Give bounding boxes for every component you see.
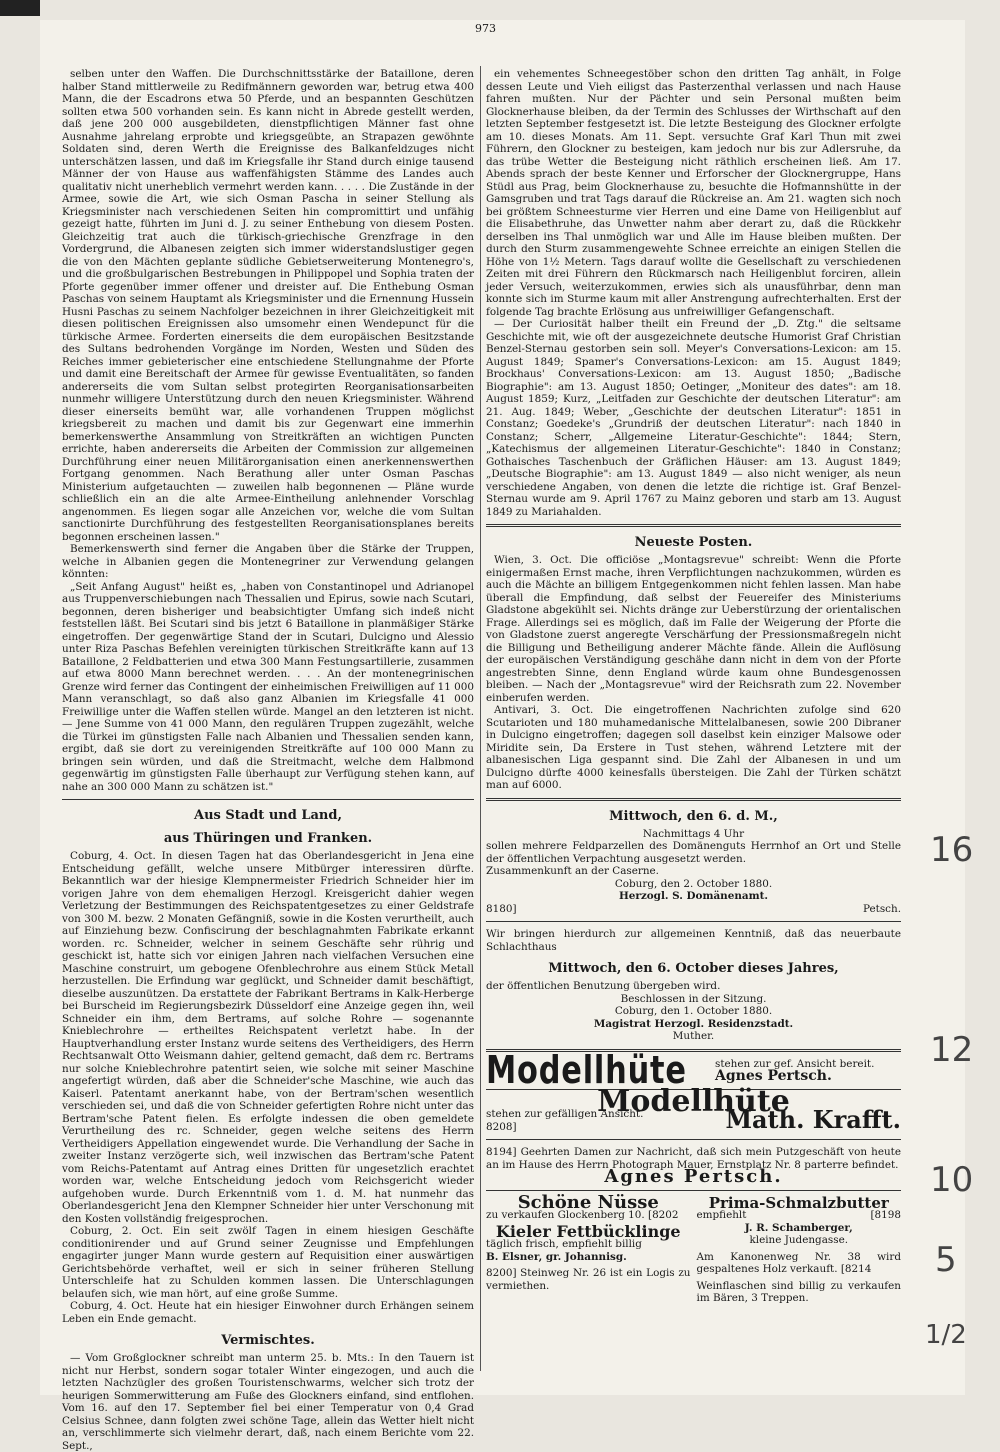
article-paragraph: Bemerkenswerth sind ferner die Angaben über die Stärke der Truppen, welche in Albanien gegen die Montenegriner zur Verwendung gelangen könnten: (62, 543, 474, 580)
ad-sign: Magistrat Herzogl. Residenzstadt. (593, 1017, 794, 1030)
ad-date: Coburg, den 1. October 1880. (614, 1005, 773, 1017)
handwritten-mark: 1/2 (925, 1320, 967, 1350)
ad-big-title: Schöne Nüsse (517, 1191, 659, 1213)
ad-text: 8194] Geehrten Damen zur Nachricht, daß sich mein Putzgeschäft von heute an im Hause des Herrn Photograph Mauer, Ernstplatz Nr. 8 parterre befindet. (486, 1146, 901, 1171)
ad-text: Am Kanonenweg Nr. 38 wird gespaltenes Holz verkauft. [8214 (696, 1250, 901, 1275)
handwritten-mark: 10 (930, 1160, 974, 1200)
ad-number: [8198 (870, 1209, 901, 1221)
ad-text: sollen mehrere Feldparzellen des Domänenguts Herrnhof an Ort und Stelle der öffentlichen Verpachtung ausgesetzt werden. (486, 840, 901, 865)
ad-number: 8208] (486, 1120, 517, 1133)
ad-putzgeschaeft (486, 1146, 901, 1187)
ad-modellhuete-krafft (486, 1083, 901, 1135)
right-column (486, 68, 901, 1368)
ad-text: Weinflaschen sind billig zu verkaufen im Bären, 3 Treppen. (696, 1279, 901, 1304)
section-title: Aus Stadt und Land, (194, 808, 342, 823)
ad-name: B. Elsner, gr. Johannisg. (486, 1250, 627, 1263)
ad-schlachthaus (486, 928, 901, 1043)
ad-big-title: Modellhüte (486, 1047, 687, 1092)
ad-sign: Herzogl. S. Domänenamt. (618, 890, 769, 902)
ad-date: Coburg, den 2. October 1880. (614, 877, 773, 890)
black-corner-mark (0, 0, 40, 16)
article-paragraph: selben unter den Waffen. Die Durchschnittsstärke der Bataillone, deren halber Stand mittlerweile zu Redifmännern geworden war, betrug etwa 400 Mann, die der Escadrons etwa 50 Pferde, und an bespannten Geschützen sollten etwa 500 vorhanden sein. Es kann nicht in Abrede gestellt werden, daß jene 200 000 ausgebildeten, dienstpflichtigen Männer fast ohne Ausnahme jahrelang erprobte und kriegsgeübte, an Strapazen gewöhnte Soldaten sind, deren Werth die Ereignisse des Balkanfeldzuges nicht unterschätzen lassen, und daß im Kriegsfalle ihr Stand durch einige tausend Männer der von Hause aus waffenfähigsten Stämme des Landes auch qualitativ nicht unerheblich vermehrt werden kann. . . . . Die Zustände in der Armee, sowie die Art, wie sich Osman Pascha in seiner Stellung als Kriegsminister nach verschiedenen Seiten hin compromittirt und unfähig gezeigt hatte, führten im Juni d. J. zu seiner Enthebung von diesem Posten. Gleichzeitig trat auch die türkisch-griechische Grenzfrage in den Vordergrund, die Albanesen zeigten sich immer widerstandslustiger gegen die von den Mächten geplante südliche Gebietserweiterung Montenegro's, und die großbulgarischen Bestrebungen in Philippopel und Sophia traten der Pforte gegenüber immer offener und dreister auf. Die Enthebung Osman Paschas von seinem Hauptamt als Kriegsminister und die Ernennung Hussein Husni Paschas zu seinem Nachfolger bezeichnen in ihrer Gleichzeitigkeit mit diesen politischen Ereignissen also umsomehr einen Wendepunct für die türkische Armee. Forderten einerseits die dem europäischen Besitzstande des Sultans bedrohenden Vorgänge im Norden, Westen und Süden des Reiches immer gebieterischer eine entschiedene Stellungnahme der Pforte und damit eine Bereitschaft der Armee für gewisse Eventualitäten, so fanden andererseits die vom Sultan selbst protegirten Reorganisationsarbeiten nunmehr willigere Unterstützung durch den neuen Kriegsminister. Während dieser einerseits bemüht war, alle vorhandenen Truppen möglichst kriegsbereit zu machen und damit bis zur Gegenwart eine immerhin bemerkenswerthe Ansammlung von Streitkräften an wichtigen Puncten errichte, haben andererseits die Arbeiten der Commission zur allgemeinen Durchführung einer neuen Militärorganisation einen anerkennenswerthen Fortgang genommen. Nach Berathung aller unter Osman Paschas Ministerium aufgetauchten — zuweilen halb begonnenen — Pläne wurde schließlich ein an die alte Armee-Eintheilung anlehnender Vorschlag angenommen. Es liegen sogar alle Anzeichen vor, welche die vom Sultan sanctionirte Durchführung des festgestellten Reorganisationsplanes bereits begonnen erscheinen lassen." (62, 68, 474, 543)
ad-text: empfiehlt (696, 1209, 747, 1221)
article-paragraph: ein vehementes Schneegestöber schon den dritten Tag anhält, in Folge dessen Leute und Vieh eiligst das Pasterzenthal verlassen und nach Hause fahren mußten. Nur der Pächter und sein Personal mußten beim Glocknerhause bleiben, da der Termin des Schlusses der Wirthschaft auf den letzten September festgesetzt ist. Die letzte Besteigung des Glockner erfolgte am 10. dieses Monats. Am 11. Sept. versuchte Graf Karl Thun mit zwei Führern, den Glockner zu besteigen, kam jedoch nur bis zur Adlersruhe, da das trübe Wetter die Besteigung nicht räthlich erscheinen ließ. Am 17. Abends sprach der beste Kenner und Erforscher der Glocknergruppe, Hans Stüdl aus Prag, beim Glocknerhause zu, besuchte die Hofmannshütte in der Gamsgruben und trat Tags darauf die Rückreise an. Am 21. wagten sich noch bei größtem Schneesturme vier Herren und eine Dame von Heiligenblut auf die Elisabethruhe, das Unwetter nahm aber derart zu, daß die Rückkehr derselben ins Thal unmöglich war und Alle im Hause bleiben mußten. Der durch den Sturm zusammengewehte Schnee erreichte an einigen Stellen die Höhe von 1½ Metern. Tags darauf wollte die Gesellschaft zu verschiedenen Zeiten mit drei Führern den Rückmarsch nach Heiligenblut forciren, allein jeder Versuch, weiterzukommen, erwies sich als unausführbar, denn man konnte sich im Sturme kaum mit aller Anstrengung aufrechterhalten. Erst der folgende Tag brachte Erlösung aus unfreiwilliger Gefangenschaft. (486, 68, 901, 318)
ad-text: zu verkaufen Glockenberg 10. [8202 (486, 1209, 679, 1221)
article-paragraph: Coburg, 4. Oct. In diesen Tagen hat das Oberlandesgericht in Jena eine Entscheidung gefällt, welche unsere Mitbürger interessiren dürfte. Bekanntlich war der hiesige Klempnermeister Friedrich Schneider hier im vorigen Jahre von dem ehemaligen Herzogl. Kreisgericht dahier wegen Verletzung der Bestimmungen des Reichspatentgesetzes zu einer Geldstrafe von 300 M. bezw. 2 Monaten Gefängniß, sowie in die Kosten verurtheilt, auch auf Einziehung bezw. Confiscirung der beschlagnahmten Fabrikate erkannt worden. rc. Schneider, welcher in seinem Geschäfte sehr rührig und geschickt ist, hatte sich vor einigen Jahren nach vielfachen Versuchen eine Maschine construirt, um gebogene Ofenblechrohre aus einem Stück Metall herzustellen. Die Erfindung war geglückt, und Schneider damit beschäftigt, dieselbe auszunützen. Da erstattete der Fabrikant Bertrams in Kalk-Herberge bei Burscheid im Regierungsbezirk Düsseldorf eine Anzeige gegen ihn, weil Schneider ein ihm, dem Bertrams, auf solche Rohre — sogenannte Knieblechrohre — ertheiltes Reichspatent verletzt habe. In der Hauptverhandlung erster Instanz wurde seitens des Vertheidigers, des Herrn Rechtsanwalt Otto Weismann dahier, geltend gemacht, daß dem rc. Bertrams nur solche Knieblechrohre patentirt seien, wie solche mit seiner Maschine angefertigt würden, daß aber die Schneider'sche Maschine, wie auch das Kaiserl. Patentamt anerkannt habe, von der Bertram'schen wesentlich verschieden sei, und daß die von Schneider gefertigten Rohre nicht unter das Bertram'sche Patent fielen. Es erfolgte indessen die oben gemeldete Verurtheilung des rc. Schneider, gegen welche seitens des Herrn Vertheidigers Appellation eingewendet wurde. Die Verhandlung der Sache in zweiter Instanz verzögerte sich, weil inzwischen das Bertram'sche Patent vom Reichs-Patentamt auf Antrag eines Dritten für ungesetzlich erachtet worden war, welche Entscheidung jedoch vom Reichsgericht wieder aufgehoben wurde. Durch Erkenntniß vom 1. d. M. hat nunmehr das Oberlandesgericht Jena den Klempner Schneider hier unter Verschonung mit den Kosten vollständig freigesprochen. (62, 850, 474, 1225)
article-paragraph: Wien, 3. Oct. Die officiöse „Montagsrevue" schreibt: Wenn die Pforte einigermaßen Ernst mache, ihren Verpflichtungen nachzukommen, würden es auch die Mächte an billigem Entgegenkommen nicht fehlen lassen. Man habe überall die Empfindung, daß selbst der Feuereifer des Ministeriums Gladstone abgekühlt sei. Nichts dränge zur Ueberstürzung der orientalischen Frage. Allerdings sei es möglich, daß im Falle der Weigerung der Pforte die von Gladstone zuerst angeregte Verschärfung der Pressionsmaßregeln nicht die Billigung und Betheiligung anderer Mächte fände. Allein die Auflösung der europäischen Verständigung geschähe dann nicht in dem von der Pforte angestrebten Sinne, denn England würde kaum ohne Bundesgenossen bleiben. — Nach der „Montagsrevue" wird der Reichsrath zum 22. November einberufen werden. (486, 554, 901, 704)
divider (486, 798, 901, 801)
ad-name: Agnes Pertsch. (604, 1166, 783, 1187)
ad-feldparzellen (486, 809, 901, 916)
article-paragraph: Antivari, 3. Oct. Die eingetroffenen Nachrichten zufolge sind 620 Scutarioten und 180 muhamedanische Mittelalbanesen, sowie 200 Dibraner in Dulcigno eingetroffen; dagegen soll daselbst kein einziger Malsowe oder Miridite sein, Da Erstere in Tust stehen, während Letztere mit der albanesischen Liga gespannt sind. Die Zahl der Albanesen in und um Dulcigno dürfte 4000 keinesfalls übersteigen. Die Zahl der Türken schätzt man auf 6000. (486, 704, 901, 791)
section-title: Vermischtes. (221, 1333, 315, 1348)
ad-title: Mittwoch, den 6. d. M., (609, 808, 778, 824)
ad-number: 8180] (486, 902, 517, 915)
article-paragraph: Coburg, 4. Oct. Heute hat ein hiesiger Einwohner durch Erhängen seinem Leben ein Ende gemacht. (62, 1300, 474, 1325)
ad-addr: kleine Judengasse. (749, 1234, 849, 1246)
ad-big-title: Prima-Schmalzbutter (708, 1193, 889, 1212)
ad-text: der öffentlichen Benutzung übergeben wird. (486, 980, 721, 992)
ad-side-text: stehen zur gef. Ansicht bereit. (715, 1057, 875, 1070)
section-subtitle: aus Thüringen und Franken. (163, 831, 373, 846)
divider (486, 1139, 901, 1140)
ad-text: Wir bringen hierdurch zur allgemeinen Kenntniß, daß das neuerbaute Schlachthaus (486, 928, 901, 953)
ad-resolved: Beschlossen in der Sitzung. (620, 992, 767, 1005)
ad-name: Math. Krafft. (725, 1105, 901, 1135)
article-paragraph: Coburg, 2. Oct. Ein seit zwölf Tagen in einem hiesigen Geschäfte conditionirender und auf Grund seiner Zeugnisse und Empfehlungen engagirter junger Mann wurde gestern auf Requisition einer auswärtigen Gerichtsbehörde verhaftet, weil er sich in seiner früheren Stellung Unterschleife hat zu Schulden kommen lassen. Die Unterschlagungen belaufen sich, wie man hört, auf eine große Summe. (62, 1225, 474, 1300)
ad-time: Nachmittags 4 Uhr (642, 827, 745, 840)
article-paragraph: — Der Curiosität halber theilt ein Freund der „D. Ztg." die seltsame Geschichte mit, wie oft der ausgezeichnete deutsche Humorist Graf Christian Benzel-Sternau gestorben sein soll. Meyer's Conversations-Lexicon: am 15. August 1849; Spamer's Conversations-Lexicon: am 15. August 1849; Brockhaus' Conversations-Lexicon: am 13. August 1850; „Badische Biographie": am 13. August 1850; Oetinger, „Moniteur des dates": am 18. August 1859; Kurz, „Leitfaden zur Geschichte der deutschen Literatur": am 21. Aug. 1849; Weber, „Geschichte der deutschen Literatur": 1851 in Constanz; Goedeke's „Grundriß der deutschen Literatur": nach 1840 in Constanz; Scherr, „Allgemeine Literatur-Geschichte": 1844; Stern, „Katechismus der allgemeinen Literatur-Geschichte": 1840 in Constanz; Gothaisches Taschenbuch der Gräflichen Häuser: am 13. August 1849; „Deutsche Biographie": am 13. August 1849 — also nicht weniger, als neun verschiedene Angaben, von denen die letzte die richtige ist. Graf Benzel-Sternau wurde am 9. April 1767 zu Mainz geboren und starb am 13. August 1849 zu Mariahalden. (486, 318, 901, 518)
column-rule (480, 66, 481, 1371)
section-title: Neueste Posten. (634, 535, 753, 550)
ad-modellhuete-pertsch (486, 1047, 901, 1092)
divider (486, 524, 901, 527)
handwritten-mark: 5 (935, 1240, 957, 1280)
ad-signname: Muther. (672, 1030, 715, 1042)
handwritten-mark: 12 (930, 1030, 974, 1070)
divider (486, 921, 901, 922)
ad-signname: Petsch. (863, 902, 901, 915)
divider (486, 1190, 901, 1191)
page-number: 973 (475, 22, 496, 35)
ad-big-title: Kieler Fettbücklinge (495, 1221, 681, 1241)
ad-name: Agnes Pertsch. (715, 1068, 832, 1084)
left-column (62, 68, 474, 1452)
ad-meet: Zusammenkunft an der Caserne. (486, 865, 659, 877)
article-paragraph: — Vom Großglockner schreibt man unterm 25. b. Mts.: In den Tauern ist nicht nur Herbst, sondern sogar totaler Winter eingezogen, und auch die letzten Nachzügler des großen Touristenschwarms, welcher sich trotz der heurigen Sommerwitterung am Fuße des Glockners einfand, sind entflohen. Vom 16. auf den 17. September fiel bei einer Temperatur von 0,4 Grad Celsius Schnee, dann folgten zwei schöne Tage, allein das Wetter hielt nicht an, verschlimmerte sich vielmehr derart, daß, nach einem Berichte vom 22. Sept., (62, 1352, 474, 1452)
ad-text: 8200] Steinweg Nr. 26 ist ein Logis zu vermiethen. (486, 1267, 691, 1292)
ad-big-title: Modellhüte (597, 1083, 790, 1119)
divider (62, 799, 474, 800)
ad-text: täglich frisch, empfiehlt billig (486, 1238, 642, 1250)
handwritten-mark: 16 (930, 830, 974, 870)
ad-name: J. R. Schamberger, (744, 1221, 853, 1234)
article-paragraph: „Seit Anfang August" heißt es, „haben von Constantinopel und Adrianopel aus Truppenverschiebungen nach Thessalien und Epirus, sowie nach Scutari, begonnen, deren bisheriger und beabsichtigter Umfang sich indeß nicht feststellen läßt. Bei Scutari sind bis jetzt 6 Bataillone in planmäßiger Stärke eingetroffen. Der gegenwärtige Stand der in Scutari, Dulcigno und Alessio unter Riza Paschas Befehlen vereinigten türkischen Streitkräfte kann auf 13 Bataillone, 2 Feldbatterien und etwa 300 Mann Festungsartillerie, zusammen auf etwa 8000 Mann berechnet werden. . . . An der montenegrinischen Grenze wird ferner das Contingent der einheimischen Freiwilligen auf 11 000 Mann veranschlagt, so daß also ganz Albanien im Kriegsfalle 41 000 Freiwillige unter die Waffen stellen würde. Mangel an den letzteren ist nicht. — Jene Summe von 41 000 Mann, den regulären Truppen zugezählt, welche die Türkei im günstigsten Falle nach Albanien und Thessalien senden kann, ergibt, daß sie dort zu vereinigenden Streitkräfte auf 100 000 Mann zu bringen sein würden, und daß die Streitmacht, welche dem Halbmond gegenwärtig im günstigsten Falle überhaupt zur Verfügung stehen kann, auf nahe an 300 000 Mann zu schätzen ist." (62, 580, 474, 793)
ad-title: Mittwoch, den 6. October dieses Jahres, (548, 961, 839, 976)
ad-side-text: stehen zur gefälligen Ansicht. (486, 1108, 644, 1120)
